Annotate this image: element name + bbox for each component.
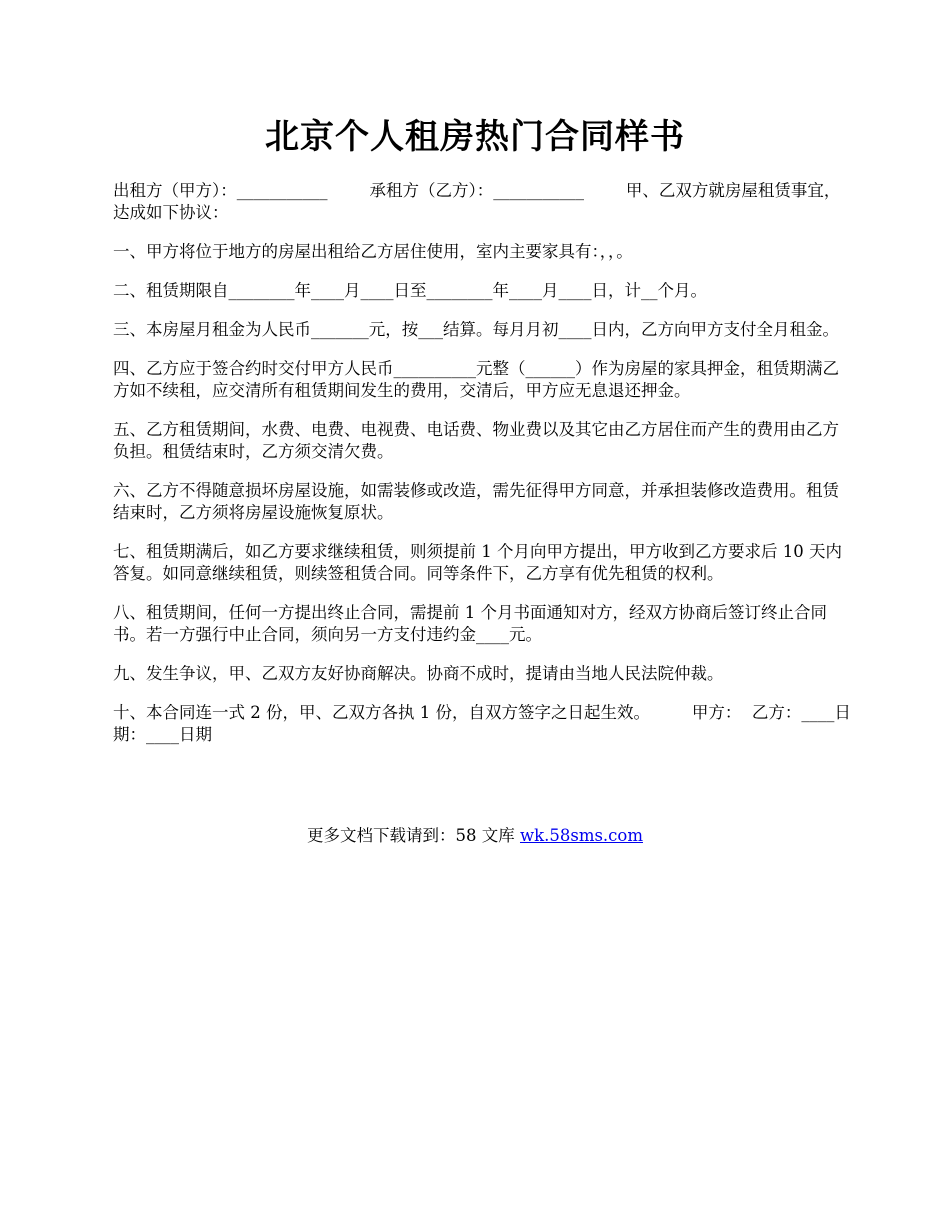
footer-link[interactable]: wk.58sms.com [519,826,643,845]
document-title: 北京个人租房热门合同样书 [265,117,685,157]
paragraph-clause-6: 六、乙方不得随意损坏房屋设施，如需装修或改造，需先征得甲方同意，并承担装修改造费用。租赁结束时，乙方须将房屋设施恢复原状。 [113,481,839,522]
footer [0,825,950,847]
paragraph-clause-5: 五、乙方租赁期间，水费、电费、电视费、电话费、物业费以及其它由乙方居住而产生的费用由乙方负担。租赁结束时，乙方须交清欠费。 [113,420,839,461]
paragraph-clause-3: 三、本房屋月租金为人民币_______元，按___结算。每月月初____日内，乙方向甲方支付全月租金。 [113,320,839,339]
paragraph-clause-4: 四、乙方应于签合约时交付甲方人民币__________元整（______）作为房屋的家具押金，租赁期满乙方如不续租，应交清所有租赁期间发生的费用，交清后，甲方应无息退还押金。 [113,359,839,400]
paragraph-intro: 出租方（甲方）：___________ 承租方（乙方）：___________ 甲、乙双方就房屋租赁事宜，达成如下协议： [113,181,841,222]
document-body [113,180,853,763]
paragraph-clause-8: 八、租赁期间，任何一方提出终止合同，需提前 1 个月书面通知对方，经双方协商后签订终止合同书。若一方强行中止合同，须向另一方支付违约金____元。 [113,603,827,644]
paragraph-clause-7: 七、租赁期满后，如乙方要求继续租赁，则须提前 1 个月向甲方提出，甲方收到乙方要求后 10 天内答复。如同意继续租赁，则续签租赁合同。同等条件下，乙方享有优先租赁的权利。 [113,542,842,583]
paragraph-clause-2: 二、租赁期限自________年____月____日至________年____月____日，计__个月。 [113,281,707,300]
paragraph-clause-9: 九、发生争议，甲、乙双方友好协商解决。协商不成时，提请由当地人民法院仲裁。 [113,664,724,683]
footer-text: 更多文档下载请到：58 文库 [306,826,520,845]
paragraph-clause-10: 十、本合同连一式 2 份，甲、乙双方各执 1 份，自双方签字之日起生效。 甲方： 乙方：____日期：____日期 [113,703,851,744]
paragraph-clause-1: 一、甲方将位于地方的房屋出租给乙方居住使用，室内主要家具有：，，。 [113,242,633,261]
